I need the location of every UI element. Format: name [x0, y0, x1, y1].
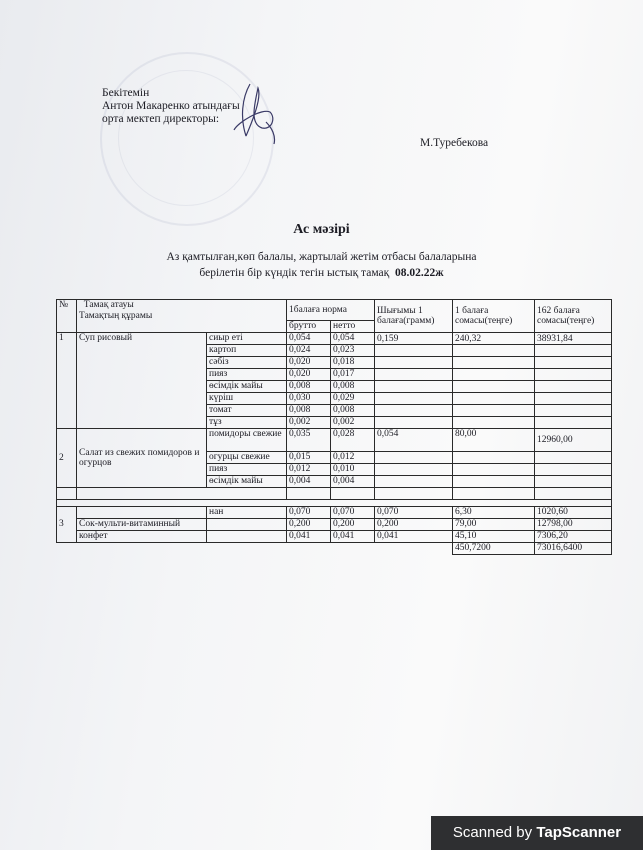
- ingredient: сиыр еті: [207, 333, 287, 345]
- menu-date: 08.02.22ж: [394, 267, 444, 279]
- netto-value: 0,008: [331, 381, 375, 393]
- dish3-num: 3: [57, 507, 77, 543]
- candy-portion: 0,041: [375, 531, 453, 543]
- empty-cell: [535, 464, 612, 476]
- empty-cell: [535, 488, 612, 500]
- netto-value: 0,008: [331, 405, 375, 417]
- netto-value: 0,070: [331, 507, 375, 519]
- dish1-price-162: 38931,84: [535, 333, 612, 345]
- ingredient: помидоры свежие: [207, 429, 287, 452]
- netto-value: 0,002: [331, 417, 375, 429]
- empty-cell: [207, 519, 287, 531]
- total-price-1: 450,7200: [453, 543, 535, 555]
- empty-cell: [375, 417, 453, 429]
- header-norm: 1балаға норма: [287, 300, 375, 321]
- header-price-1: 1 балаға сомасы(теңге): [453, 300, 535, 333]
- table-row: [57, 333, 612, 345]
- ingredient: тұз: [207, 417, 287, 429]
- empty-cell: [535, 345, 612, 357]
- empty-cell: [207, 531, 287, 543]
- empty-cell: [453, 345, 535, 357]
- dish2-price-1: 80,00: [453, 429, 535, 452]
- netto-value: 0,010: [331, 464, 375, 476]
- juice-portion: 0,200: [375, 519, 453, 531]
- brutto-value: 0,012: [287, 464, 331, 476]
- brutto-value: 0,054: [287, 333, 331, 345]
- scanner-watermark: [431, 816, 643, 850]
- netto-value: 0,023: [331, 345, 375, 357]
- header-dish: [77, 300, 287, 333]
- netto-value: 0,200: [331, 519, 375, 531]
- empty-cell: [57, 488, 77, 500]
- table-row: [57, 488, 612, 500]
- brutto-value: 0,008: [287, 381, 331, 393]
- table-row: [57, 519, 612, 531]
- total-price-162: 73016,6400: [535, 543, 612, 555]
- subtitle-line-2: [0, 267, 643, 279]
- empty-cell: [535, 417, 612, 429]
- ingredient: өсімдік майы: [207, 381, 287, 393]
- netto-value: 0,054: [331, 333, 375, 345]
- bread-portion: 0,070: [375, 507, 453, 519]
- header-brutto: брутто: [287, 321, 331, 333]
- signature-icon: [232, 78, 284, 150]
- empty-cell: [375, 369, 453, 381]
- subtitle-text: берілетін бір күндік тегін ыстық тамақ: [199, 267, 390, 279]
- page-title: Ас мәзірі: [293, 222, 350, 237]
- empty-cell: [375, 452, 453, 464]
- dish1-portion: 0,159: [375, 333, 453, 345]
- empty-cell: [453, 488, 535, 500]
- candy-name: конфет: [77, 531, 207, 543]
- approval-line-1: Бекітемін: [102, 87, 150, 99]
- empty-cell: [375, 381, 453, 393]
- empty-cell: [535, 393, 612, 405]
- menu-table: [56, 299, 612, 555]
- brutto-value: 0,020: [287, 357, 331, 369]
- netto-value: 0,012: [331, 452, 375, 464]
- empty-cell: [287, 488, 331, 500]
- candy-price-1: 45,10: [453, 531, 535, 543]
- dish2-portion: 0,054: [375, 429, 453, 452]
- empty-cell: [453, 476, 535, 488]
- netto-value: 0,029: [331, 393, 375, 405]
- director-name: М.Туребекова: [420, 137, 489, 149]
- empty-cell: [453, 369, 535, 381]
- bread-price-162: 1020,60: [535, 507, 612, 519]
- ingredient: өсімдік майы: [207, 476, 287, 488]
- empty-cell: [453, 464, 535, 476]
- dish1-price-1: 240,32: [453, 333, 535, 345]
- empty-cell: [375, 488, 453, 500]
- dish1-num: 1: [57, 333, 77, 429]
- empty-cell: [535, 405, 612, 417]
- ingredient: огурцы свежие: [207, 452, 287, 464]
- empty-cell: [77, 507, 207, 519]
- netto-value: 0,028: [331, 429, 375, 452]
- brutto-value: 0,015: [287, 452, 331, 464]
- juice-price-1: 79,00: [453, 519, 535, 531]
- dish1-name: Суп рисовый: [77, 333, 207, 429]
- empty-cell: [375, 464, 453, 476]
- empty-cell: [57, 500, 612, 507]
- table-row: [57, 507, 612, 519]
- empty-cell: [453, 405, 535, 417]
- dish2-num: 2: [57, 429, 77, 488]
- header-netto: нетто: [331, 321, 375, 333]
- empty-cell: [375, 357, 453, 369]
- brutto-value: 0,002: [287, 417, 331, 429]
- empty-cell: [535, 369, 612, 381]
- empty-cell: [375, 476, 453, 488]
- netto-value: 0,041: [331, 531, 375, 543]
- dish2-price-162: 12960,00: [535, 429, 612, 452]
- brutto-value: 0,030: [287, 393, 331, 405]
- header-dish-name: Тамақ атауы: [83, 300, 134, 310]
- brutto-value: 0,020: [287, 369, 331, 381]
- dish2-name: Салат из свежих помидоров и огурцов: [77, 429, 207, 488]
- empty-cell: [57, 543, 453, 555]
- brutto-value: 0,070: [287, 507, 331, 519]
- empty-cell: [453, 417, 535, 429]
- netto-value: 0,004: [331, 476, 375, 488]
- brutto-value: 0,024: [287, 345, 331, 357]
- header-portion: Шығымы 1 балаға(грамм): [375, 300, 453, 333]
- totals-row: [57, 543, 612, 555]
- empty-cell: [375, 345, 453, 357]
- header-dish-composition: Тамақтың құрамы: [79, 310, 153, 321]
- ingredient: күріш: [207, 393, 287, 405]
- table-row: [57, 531, 612, 543]
- scanner-prefix: Scanned by: [452, 824, 537, 841]
- approval-block: [102, 87, 240, 126]
- ingredient: пияз: [207, 464, 287, 476]
- approval-line-2: Антон Макаренко атындағы: [102, 100, 240, 112]
- header-num: №: [57, 300, 77, 333]
- empty-cell: [453, 452, 535, 464]
- table-row: [57, 500, 612, 507]
- netto-value: 0,018: [331, 357, 375, 369]
- empty-cell: [77, 488, 287, 500]
- ingredient: сәбіз: [207, 357, 287, 369]
- brutto-value: 0,041: [287, 531, 331, 543]
- brutto-value: 0,008: [287, 405, 331, 417]
- approval-line-3: орта мектеп директоры:: [102, 113, 220, 125]
- header-price-162: 162 балаға сомасы(теңге): [535, 300, 612, 333]
- empty-cell: [331, 488, 375, 500]
- scanner-brand: TapScanner: [536, 824, 622, 841]
- juice-name: Сок-мульти-витаминный: [77, 519, 207, 531]
- bread-price-1: 6,30: [453, 507, 535, 519]
- ingredient: пияз: [207, 369, 287, 381]
- empty-cell: [375, 393, 453, 405]
- subtitle-line-1: Аз қамтылған,көп балалы, жартылай жетім отбасы балаларына: [166, 251, 477, 263]
- bread-name: нан: [207, 507, 287, 519]
- netto-value: 0,017: [331, 369, 375, 381]
- empty-cell: [453, 381, 535, 393]
- ingredient: томат: [207, 405, 287, 417]
- candy-price-162: 7306,20: [535, 531, 612, 543]
- empty-cell: [535, 452, 612, 464]
- empty-cell: [453, 393, 535, 405]
- brutto-value: 0,200: [287, 519, 331, 531]
- brutto-value: 0,035: [287, 429, 331, 452]
- empty-cell: [535, 476, 612, 488]
- empty-cell: [535, 357, 612, 369]
- table-header-row: [57, 300, 612, 321]
- brutto-value: 0,004: [287, 476, 331, 488]
- empty-cell: [453, 357, 535, 369]
- empty-cell: [535, 381, 612, 393]
- ingredient: картоп: [207, 345, 287, 357]
- table-row: [57, 429, 612, 452]
- juice-price-162: 12798,00: [535, 519, 612, 531]
- empty-cell: [375, 405, 453, 417]
